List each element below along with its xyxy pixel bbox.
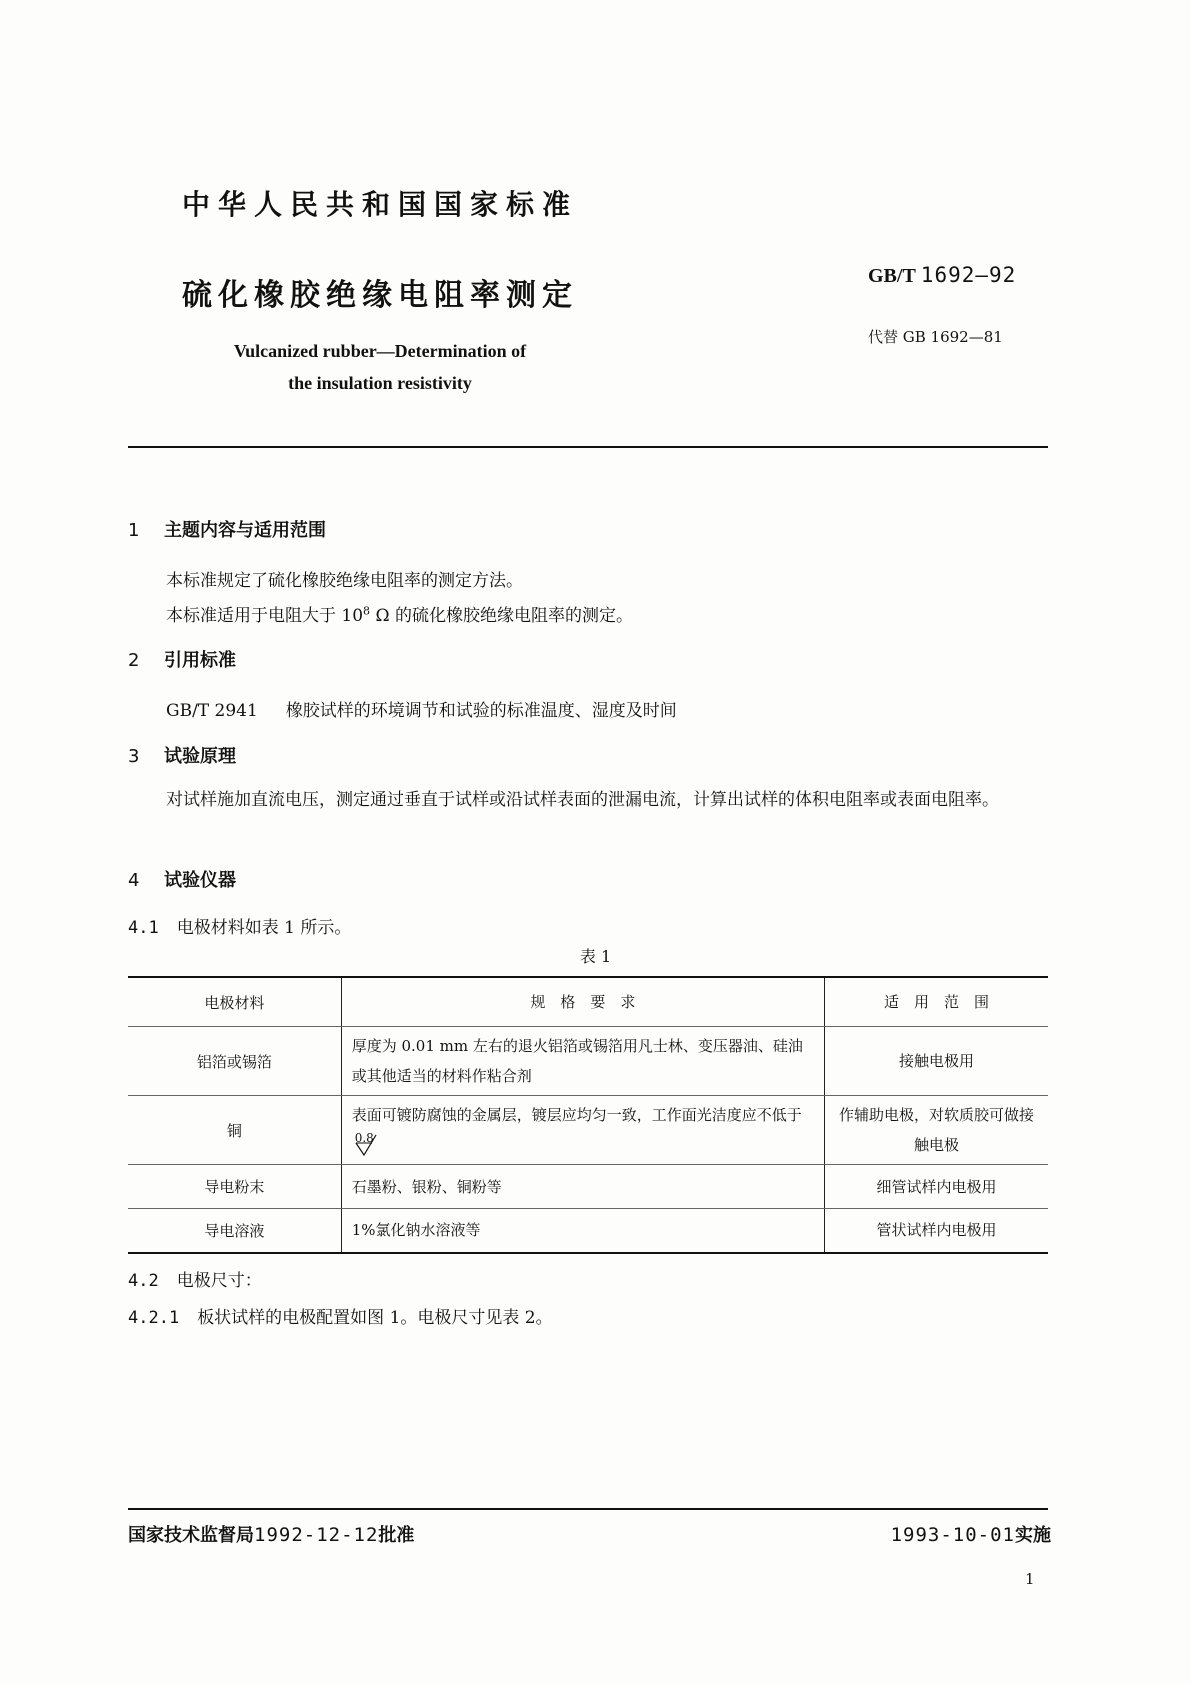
standard-code: 1692—92 [920, 263, 1017, 287]
clause-number: 4.2 [128, 1271, 159, 1291]
title-en-line1: Vulcanized rubber—Determination of [233, 341, 527, 361]
reference-code: GB/T 2941 [166, 701, 258, 721]
roughness-value: 0.8 [354, 1131, 374, 1145]
approval-line [128, 1521, 414, 1547]
section-number: 1 [128, 520, 140, 541]
clause-4-2-1 [128, 1303, 553, 1328]
section-number: 4 [128, 870, 140, 891]
table-header-cell: 电极材料 [128, 977, 341, 1027]
section-3-heading [128, 742, 236, 768]
table-row [128, 1209, 1048, 1253]
section-2-heading [128, 646, 236, 672]
table-row [128, 1165, 1048, 1209]
effective-line [891, 1521, 1051, 1547]
section-3-paragraph: 对试样施加直流电压，测定通过垂直于试样或沿试样表面的泄漏电流，计算出试样的体积电阻率或表面电阻率。 [166, 790, 999, 810]
approval-date: 1992-12-12 [254, 1524, 379, 1546]
clause-text: 板状试样的电极配置如图 1。电极尺寸见表 2。 [197, 1308, 553, 1328]
clause-4-2 [128, 1266, 262, 1291]
header-divider [128, 446, 1048, 448]
spec-cell: 厚度为 0.01 mm 左右的退火铝箔或锡箔用凡士林、变压器油、硅油或其他适当的材料作粘合剂 [341, 1027, 824, 1096]
table-1-caption: 表 1 [579, 947, 612, 966]
section-title: 主题内容与适用范围 [164, 520, 326, 541]
roughness-triangle-icon [352, 1133, 380, 1159]
normative-reference [166, 696, 677, 721]
spec-cell: 石墨粉、银粉、铜粉等 [341, 1165, 824, 1209]
roughness-symbol [352, 1133, 382, 1159]
clause-4-1 [128, 913, 351, 938]
table-header-cell: 规 格 要 求 [341, 977, 824, 1027]
approval-label: 批准 [378, 1525, 415, 1546]
effective-label: 实施 [1015, 1525, 1051, 1546]
spec-cell [341, 1096, 824, 1165]
material-cell: 导电粉末 [128, 1165, 341, 1209]
electrode-materials-table [128, 976, 1048, 1254]
section-number: 2 [128, 650, 140, 671]
spec-cell: 1%氯化钠水溶液等 [341, 1209, 824, 1253]
page-number: 1 [1025, 1570, 1035, 1588]
table-row [128, 1096, 1048, 1165]
effective-date: 1993-10-01 [890, 1524, 1015, 1546]
document-title-cn: 硫化橡胶绝缘电阻率测定 [182, 278, 578, 313]
section-title: 试验原理 [164, 746, 236, 767]
clause-text: 电极尺寸： [176, 1271, 262, 1291]
footer-divider [128, 1508, 1048, 1510]
usage-cell: 细管试样内电极用 [825, 1165, 1048, 1209]
table-row [128, 1027, 1048, 1096]
section-title: 引用标准 [164, 650, 236, 671]
standard-prefix: GB/T [868, 265, 916, 287]
national-standard-heading: 中华人民共和国国家标准 [181, 188, 578, 221]
usage-cell: 管状试样内电极用 [825, 1209, 1048, 1253]
replaces-note: 代替 GB 1692—81 [868, 328, 1003, 346]
material-cell: 铜 [128, 1096, 341, 1165]
title-en-line2: the insulation resistivity [288, 373, 472, 393]
usage-cell: 作辅助电极，对软质胶可做接触电极 [825, 1096, 1048, 1165]
paragraph-text: 本标准适用于电阻大于 10 [166, 606, 364, 626]
table-header-row [128, 977, 1048, 1027]
document-title-en [230, 335, 530, 399]
clause-number: 4.1 [128, 918, 159, 938]
material-cell: 铝箔或锡箔 [128, 1027, 341, 1096]
material-cell: 导电溶液 [128, 1209, 341, 1253]
reference-title: 橡胶试样的环境调节和试验的标准温度、湿度及时间 [285, 701, 677, 721]
section-title: 试验仪器 [164, 870, 236, 891]
paragraph-text: Ω 的硫化橡胶绝缘电阻率的测定。 [370, 606, 633, 626]
usage-cell: 接触电极用 [825, 1027, 1048, 1096]
section-1-heading [128, 516, 326, 542]
table-header-cell: 适 用 范 围 [825, 977, 1048, 1027]
section-number: 3 [128, 746, 140, 767]
standard-number [868, 263, 1016, 288]
section-4-heading [128, 866, 236, 892]
clause-text: 电极材料如表 1 所示。 [176, 918, 352, 938]
clause-number: 4.2.1 [128, 1308, 180, 1328]
exponent: 8 [363, 604, 371, 618]
section-1-paragraph-1: 本标准规定了硫化橡胶绝缘电阻率的测定方法。 [166, 571, 523, 591]
approver: 国家技术监督局 [128, 1525, 254, 1546]
section-1-paragraph-2 [166, 601, 633, 626]
spec-text: 表面可镀防腐蚀的金属层，镀层应均匀一致，工作面光洁度应不低于 [351, 1106, 802, 1124]
